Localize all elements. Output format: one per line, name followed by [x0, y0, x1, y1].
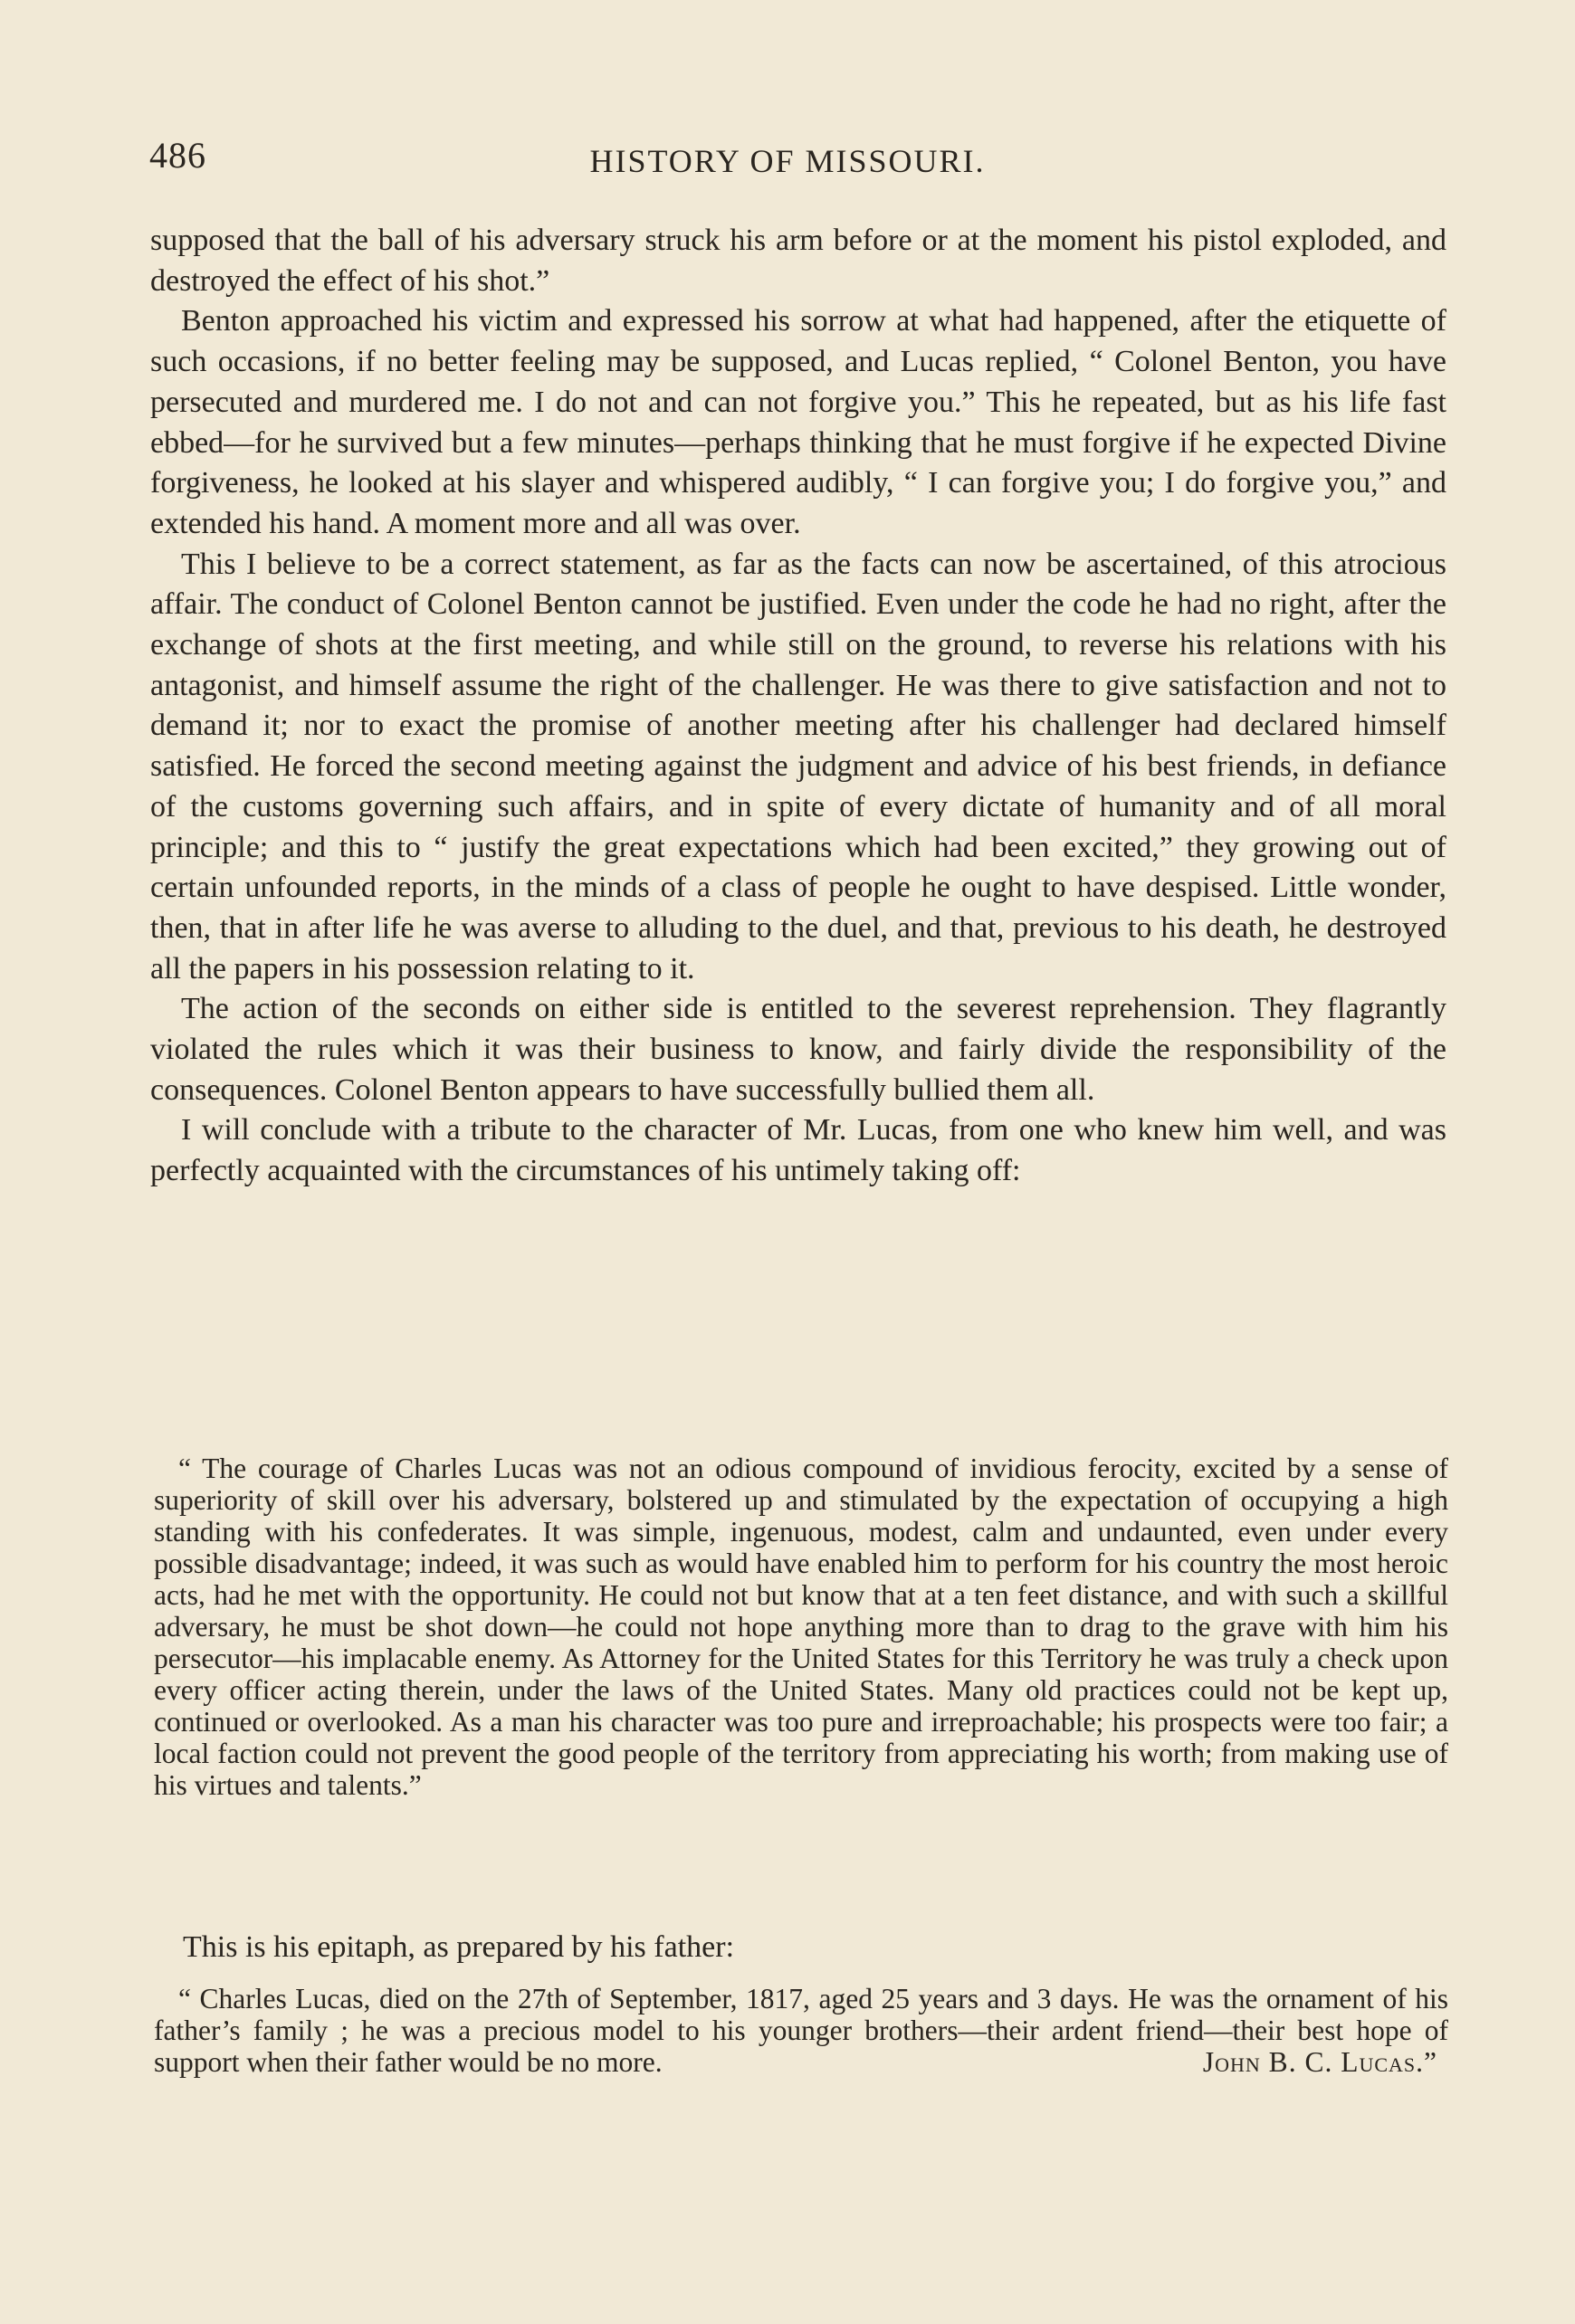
epitaph-quote [154, 1983, 1448, 2078]
running-title: HISTORY OF MISSOURI. [589, 143, 986, 179]
paragraph: supposed that the ball of his adversary struck his arm before or at the moment his pistol exploded, and destroyed the effect of his shot.” [150, 224, 1446, 298]
body-text [150, 221, 1446, 1192]
page-number: 486 [149, 135, 206, 176]
epitaph-signature: John B. C. Lucas.” [1202, 2046, 1437, 2078]
block-quote: “ The courage of Charles Lucas was not an odious compound of invidious ferocity, excited by a sense of superiority of skill over his adversary, bolstered up and stimulated by the expectation of occupying a high standing with his confederates. It was simple, ingenuous, modest, calm and undaunted, even under every possible disadvantage; indeed, it was such as would have enabled him to perform for his country the most heroic acts, had he met with the opportunity. He could not but know that at a ten feet distance, and with such a skillful adversary, he must be shot down—he could not hope anything more than to drag to the grave with him his persecutor—his implacable enemy. As Attorney for the United States for this Territory he was truly a check upon every officer acting therein, under the laws of the United States. Many old practices could not be kept up, continued or overlooked. As a man his character was too pure and irreproachable; his prospects were too fair; a local faction could not prevent the good people of the territory from appreciating his worth; from making use of his virtues and talents.” [154, 1452, 1448, 1801]
epitaph-text: “ Charles Lucas, died on the 27th of September, 1817, aged 25 years and 3 days. He was the ornament of his father’s family ; he was a precious model to his younger brothers—their ardent friend—their best hope of support when their father would be no more. [154, 1983, 1448, 2078]
paragraph: The action of the seconds on either side is entitled to the severest reprehension. They flagrantly violated the rules which it was their business to know, and fairly divide the responsibility of the consequences. Colonel Benton appears to have successfully bullied them all. [150, 992, 1446, 1107]
paragraph: This I believe to be a correct statement, as far as the facts can now be ascertained, of this atrocious affair. The conduct of Colonel Benton cannot be justified. Even under the code he had no right, after the exchange of shots at the first meeting, and while still on the ground, to reverse his relations with his antagonist, and himself assume the right of the challenger. He was there to give satisfaction and not to demand it; nor to exact the promise of another meeting after his challenger had declared himself satisfied. He forced the second meeting against the judgment and advice of his best friends, in defiance of the customs governing such affairs, and in spite of every dictate of humanity and of all moral principle; and this to “ justify the great expectations which had been excited,” they growing out of certain unfounded reports, in the minds of a class of people he ought to have despised. Little wonder, then, that in after life he was averse to alluding to the duel, and that, previous to his death, he destroyed all the papers in his possession relating to it. [150, 547, 1446, 986]
epitaph-intro: This is his epitaph, as prepared by his father: [183, 1930, 735, 1964]
paragraph: I will conclude with a tribute to the character of Mr. Lucas, from one who knew him well, and was perfectly acquainted with the circumstances of his untimely taking off: [150, 1113, 1446, 1188]
paragraph: Benton approached his victim and expressed his sorrow at what had happened, after the etiquette of such occasions, if no better feeling may be supposed, and Lucas replied, “ Colonel Benton, you have persecuted and murdered me. I do not and can not forgive you.” This he repeated, but as his life fast ebbed—for he survived but a few minutes—perhaps thinking that he must forgive if he expected Divine forgiveness, he looked at his slayer and whispered audibly, “ I can forgive you; I do forgive you,” and extended his hand. A moment more and all was over. [150, 304, 1446, 540]
